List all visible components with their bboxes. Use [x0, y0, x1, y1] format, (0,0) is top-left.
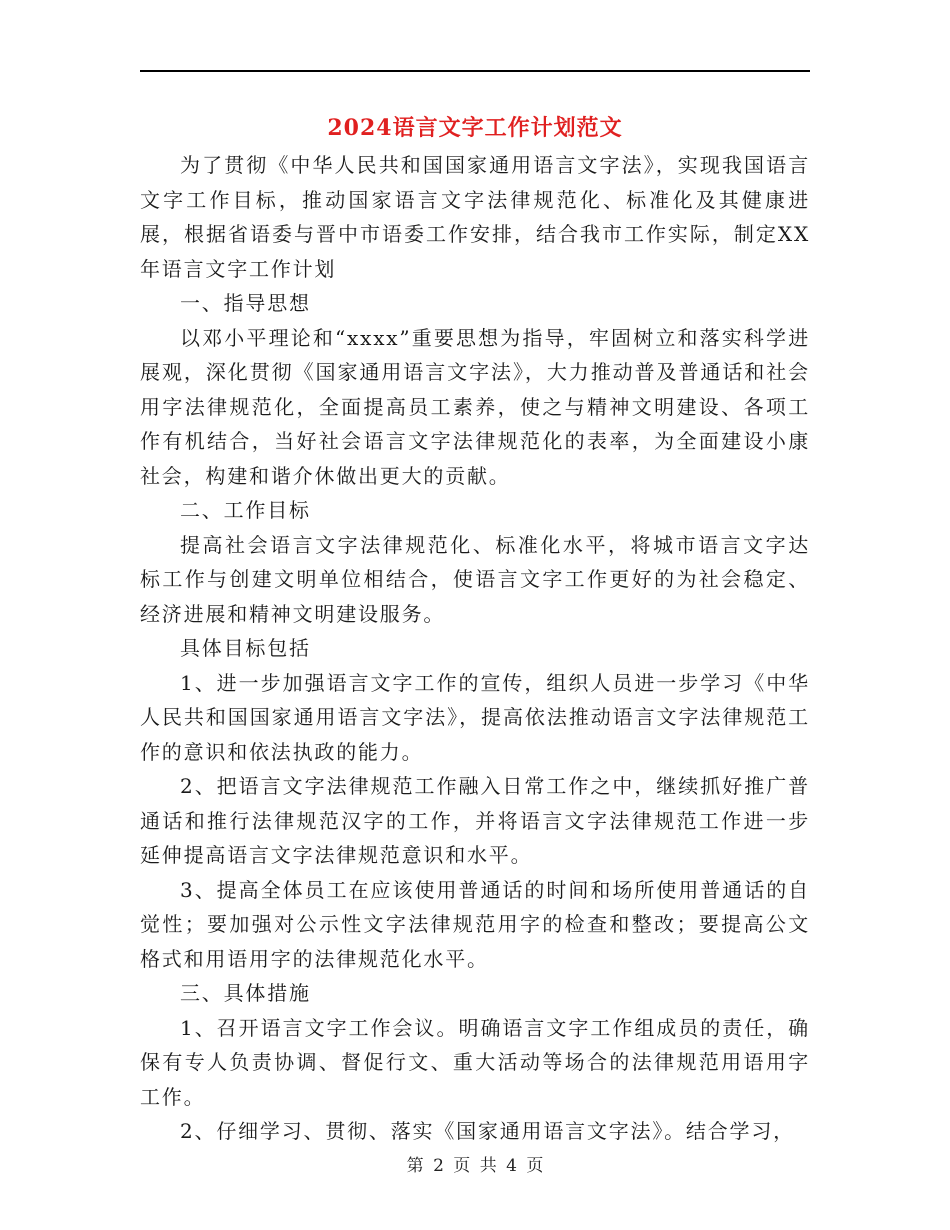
document-body [140, 148, 810, 1149]
header-rule [140, 70, 810, 72]
paragraph-guiding-ideology: 以邓小平理论和“xxxx”重要思想为指导，牢固树立和落实科学进展观，深化贯彻《国家通用语言文字法》，大力推动普及普通话和社会用字法律规范化，全面提高员工素养，使之与精神文明建设、各项工作有机结合，当好社会语言文字法律规范化的表率，为全面建设小康社会，构建和谐介休做出更大的贡献。 [140, 325, 810, 488]
list-item-goal-3: 3、提高全体员工在应该使用普通话的时间和场所使用普通话的自觉性；要加强对公示性文字法律规范用字的检查和整改；要提高公文格式和用语用字的法律规范化水平。 [140, 877, 810, 971]
paragraph-work-goals: 提高社会语言文字法律规范化、标准化水平，将城市语言文字达标工作与创建文明单位相结合，使语言文字工作更好的为社会稳定、经济进展和精神文明建设服务。 [140, 532, 810, 626]
list-item-goal-1: 1、进一步加强语言文字工作的宣传，组织人员进一步学习《中华人民共和国国家通用语言文字法》，提高依法推动语言文字法律规范工作的意识和依法执政的能力。 [140, 670, 810, 764]
page-number: 第 2 页 共 4 页 [406, 1156, 544, 1176]
heading-specific-goals: 具体目标包括 [180, 636, 311, 660]
paragraph-intro: 为了贯彻《中华人民共和国国家通用语言文字法》，实现我国语言文字工作目标，推动国家语言文字法律规范化、标准化及其健康进展，根据省语委与晋中市语委工作安排，结合我市工作实际，制定XX年语言文字工作计划 [140, 153, 810, 281]
heading-work-goals: 二、工作目标 [180, 498, 311, 522]
list-item-measure-1: 1、召开语言文字工作会议。明确语言文字工作组成员的责任，确保有专人负责协调、督促行文、重大活动等场合的法律规范用语用字工作。 [140, 1015, 810, 1109]
document-title: 2024语言文字工作计划范文 [327, 115, 623, 141]
heading-specific-measures: 三、具体措施 [180, 981, 311, 1005]
list-item-goal-2: 2、把语言文字法律规范工作融入日常工作之中，继续抓好推广普通话和推行法律规范汉字的工作，并将语言文字法律规范工作进一步延伸提高语言文字法律规范意识和水平。 [140, 774, 810, 867]
heading-guiding-ideology: 一、指导思想 [180, 291, 311, 315]
list-item-measure-2: 2、仔细学习、贯彻、落实《国家通用语言文字法》。结合学习， [180, 1119, 795, 1143]
